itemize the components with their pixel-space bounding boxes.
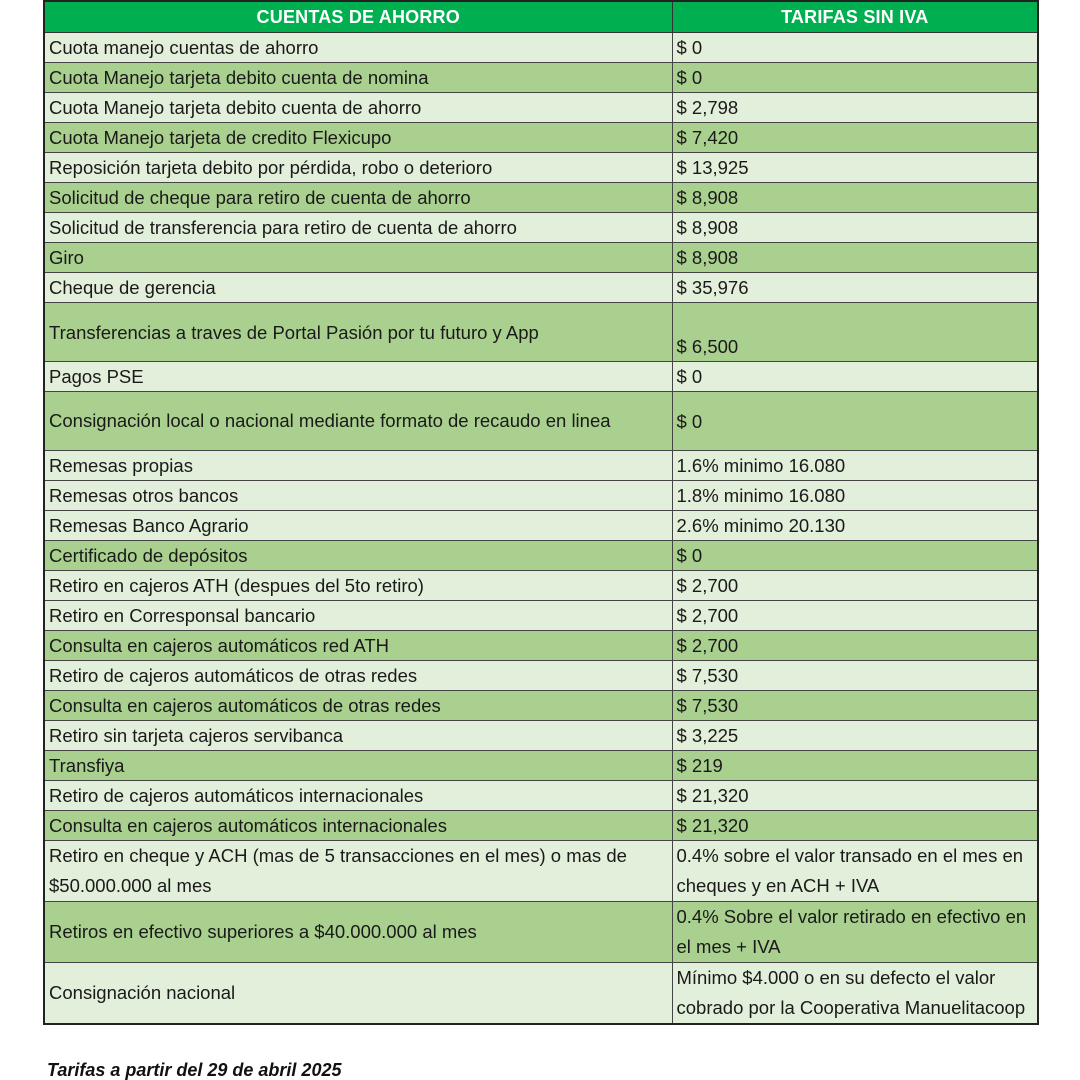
table-row — [44, 511, 1038, 541]
header-savings-accounts: CUENTAS DE AHORRO — [44, 1, 672, 33]
table-row — [44, 362, 1038, 392]
fee-cell: Mínimo $4.000 o en su defecto el valor cobrado por la Cooperativa Manuelitacoop — [672, 963, 1038, 1025]
service-cell: Transferencias a traves de Portal Pasión por tu futuro y App — [44, 303, 672, 362]
table-row — [44, 902, 1038, 963]
table-row — [44, 63, 1038, 93]
service-cell: Remesas Banco Agrario — [44, 511, 672, 541]
fee-cell: $ 21,320 — [672, 811, 1038, 841]
table-row — [44, 601, 1038, 631]
fee-cell: $ 21,320 — [672, 781, 1038, 811]
fee-cell: $ 2,700 — [672, 631, 1038, 661]
table-row — [44, 691, 1038, 721]
table-row — [44, 213, 1038, 243]
fee-cell: $ 3,225 — [672, 721, 1038, 751]
table-row — [44, 811, 1038, 841]
fee-cell: 0.4% Sobre el valor retirado en efectivo en el mes + IVA — [672, 902, 1038, 963]
fee-cell: $ 219 — [672, 751, 1038, 781]
fee-cell: 2.6% minimo 20.130 — [672, 511, 1038, 541]
service-cell: Cuota Manejo tarjeta debito cuenta de ahorro — [44, 93, 672, 123]
service-cell: Retiro sin tarjeta cajeros servibanca — [44, 721, 672, 751]
header-fees-without-vat: TARIFAS SIN IVA — [672, 1, 1038, 33]
table-row — [44, 153, 1038, 183]
fee-cell: $ 2,700 — [672, 601, 1038, 631]
fee-cell: $ 7,420 — [672, 123, 1038, 153]
fee-cell: $ 8,908 — [672, 243, 1038, 273]
effective-date-note: Tarifas a partir del 29 de abril 2025 — [47, 1060, 342, 1080]
fee-cell: $ 8,908 — [672, 183, 1038, 213]
service-cell: Certificado de depósitos — [44, 541, 672, 571]
fee-cell: $ 7,530 — [672, 661, 1038, 691]
table-row — [44, 571, 1038, 601]
table-row — [44, 781, 1038, 811]
service-cell: Retiros en efectivo superiores a $40.000.000 al mes — [44, 902, 672, 963]
fees-table — [43, 0, 1039, 1025]
service-cell: Cuota Manejo tarjeta debito cuenta de nomina — [44, 63, 672, 93]
table-row — [44, 183, 1038, 213]
service-cell: Consignación local o nacional mediante formato de recaudo en linea — [44, 392, 672, 451]
service-cell: Remesas otros bancos — [44, 481, 672, 511]
table-row — [44, 273, 1038, 303]
service-cell: Retiro en cheque y ACH (mas de 5 transacciones en el mes) o mas de $50.000.000 al mes — [44, 841, 672, 902]
fee-cell: $ 2,700 — [672, 571, 1038, 601]
table-row — [44, 481, 1038, 511]
table-row — [44, 841, 1038, 902]
service-cell: Consulta en cajeros automáticos red ATH — [44, 631, 672, 661]
table-row — [44, 541, 1038, 571]
service-cell: Cuota manejo cuentas de ahorro — [44, 33, 672, 63]
fee-cell: 0.4% sobre el valor transado en el mes en cheques y en ACH + IVA — [672, 841, 1038, 902]
service-cell: Consulta en cajeros automáticos de otras redes — [44, 691, 672, 721]
table-row — [44, 451, 1038, 481]
service-cell: Consulta en cajeros automáticos internacionales — [44, 811, 672, 841]
table-row — [44, 661, 1038, 691]
table-row — [44, 631, 1038, 661]
service-cell: Solicitud de cheque para retiro de cuenta de ahorro — [44, 183, 672, 213]
fee-cell: $ 0 — [672, 392, 1038, 451]
service-cell: Retiro en Corresponsal bancario — [44, 601, 672, 631]
fee-cell: $ 0 — [672, 33, 1038, 63]
service-cell: Retiro de cajeros automáticos de otras redes — [44, 661, 672, 691]
service-cell: Consignación nacional — [44, 963, 672, 1025]
fee-cell: $ 0 — [672, 541, 1038, 571]
table-row — [44, 303, 1038, 362]
table-row — [44, 721, 1038, 751]
fee-cell: $ 0 — [672, 362, 1038, 392]
fee-cell: $ 13,925 — [672, 153, 1038, 183]
table-row — [44, 123, 1038, 153]
table-row — [44, 751, 1038, 781]
service-cell: Cheque de gerencia — [44, 273, 672, 303]
fee-cell: 1.8% minimo 16.080 — [672, 481, 1038, 511]
service-cell: Transfiya — [44, 751, 672, 781]
service-cell: Retiro en cajeros ATH (despues del 5to retiro) — [44, 571, 672, 601]
service-cell: Retiro de cajeros automáticos internacionales — [44, 781, 672, 811]
fee-cell: $ 35,976 — [672, 273, 1038, 303]
service-cell: Solicitud de transferencia para retiro de cuenta de ahorro — [44, 213, 672, 243]
service-cell: Giro — [44, 243, 672, 273]
fee-cell: $ 2,798 — [672, 93, 1038, 123]
table-row — [44, 963, 1038, 1025]
service-cell: Reposición tarjeta debito por pérdida, robo o deterioro — [44, 153, 672, 183]
fee-cell: $ 8,908 — [672, 213, 1038, 243]
fee-cell: $ 6,500 — [672, 303, 1038, 362]
fee-cell: 1.6% minimo 16.080 — [672, 451, 1038, 481]
service-cell: Pagos PSE — [44, 362, 672, 392]
service-cell: Cuota Manejo tarjeta de credito Flexicupo — [44, 123, 672, 153]
fee-cell: $ 7,530 — [672, 691, 1038, 721]
service-cell: Remesas propias — [44, 451, 672, 481]
table-row — [44, 33, 1038, 63]
table-row — [44, 392, 1038, 451]
fee-sheet — [43, 0, 1037, 1025]
fee-cell: $ 0 — [672, 63, 1038, 93]
table-row — [44, 93, 1038, 123]
table-row — [44, 243, 1038, 273]
table-header-row — [44, 1, 1038, 33]
